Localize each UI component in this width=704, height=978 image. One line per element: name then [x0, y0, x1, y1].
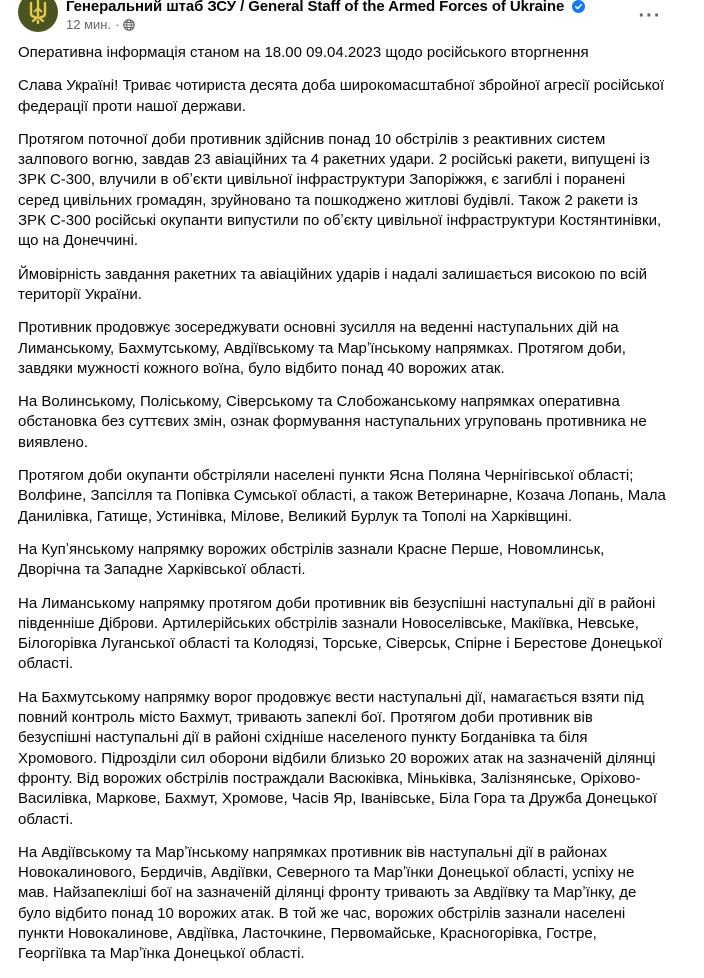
- post-body: [18, 43, 668, 978]
- post-timestamp[interactable]: 12 мин.: [66, 17, 112, 32]
- post-paragraph: На Бахмутському напрямку ворог продовжує вести наступальні дії, намагається взяти під повний контроль місто Бахмут, тривають запеклі бої. Протягом доби противник вів безуспішні наступальні дії в районі східніше населеного пункту Богданівка та біля Хромового. Підрозділи сил оборони відбили близько 20 ворожих атак на зазначеній ділянці фронту. Від ворожих обстрілів постраждали Васюківка, Міньківка, Залізнянське, Оріхово-Василівка, Маркове, Бахмут, Хромове, Часів Яр, Іванівське, Біла Гора та Дружба Донецької області.: [18, 688, 657, 828]
- post-paragraph: Ймовірність завдання ракетних та авіаційних ударів і надалі залишається високою по всій території України.: [18, 265, 648, 303]
- post-paragraph: Слава Україні! Триває чотириста десята доба широкомасштабної збройної агресії російської федерації проти нашої держави.: [18, 77, 665, 115]
- post-header: [0, 0, 704, 44]
- post-paragraph: Протягом поточної доби противник здійснив понад 10 обстрілів з реактивних систем залпового вогню, завдав 23 авіаційних та 4 ракетних удари. 2 російські ракети, випущені із ЗРК С-300, влучили в обʼєкти цивільної інфраструктури Запоріжжя, є загиблі і поранені серед цивільних громадян, зруйновано та пошкоджено житлові будівлі. Також 2 ракети із ЗРК С-300 російські окупанти випустили по обʼєкту цивільної інфраструктури Костянтинівки, що на Донеччині.: [18, 130, 662, 250]
- meta-separator: ·: [115, 17, 120, 32]
- verified-badge-icon: [572, 0, 585, 13]
- page-name-link[interactable]: [66, 0, 585, 15]
- trident-emblem-icon: [25, 0, 51, 25]
- page-name[interactable]: Генеральний штаб ЗСУ / General Staff of the Armed Forces of Ukraine: [66, 0, 565, 15]
- post-paragraph: Оперативна інформація станом на 18.00 09.04.2023 щодо російського вторгнення: [18, 44, 589, 61]
- post-paragraph: На Купʼянському напрямку ворожих обстрілів зазнали Красне Перше, Новомлинськ, Дворічна та Западне Харківської області.: [18, 540, 605, 579]
- more-options-button[interactable]: ···: [638, 4, 662, 27]
- post-paragraph: Протягом доби окупанти обстріляли населені пункти Ясна Поляна Чернігівської області; Волфине, Запсілля та Попівка Сумської області, а також Ветеринарне, Козача Лопань, Мала Данилівка, Гатище, Устинівка, Мілове, Великий Бурлук та Тополі на Харківщині.: [18, 467, 666, 525]
- page-avatar[interactable]: [18, 0, 58, 32]
- post-paragraph: На Лиманському напрямку протягом доби противник вів безуспішні наступальні дії в районі південніше Діброви. Артилерійських обстрілів зазнали Новоселівське, Макіївка, Невське, Білогорівка Луганської області та Колодязі, Торське, Сіверськ, Спірне і Берестове Донецької області.: [18, 594, 663, 673]
- post-paragraph: Противник продовжує зосереджувати основні зусилля на веденні наступальних дій на Лиманському, Бахмутському, Авдіївському та Марʼїнському напрямках. Протягом доби, завдяки мужності кожного воїна, було відбито понад 40 ворожих атак.: [18, 319, 626, 377]
- post-paragraph: На Авдіївському та Марʼїнському напрямках противник вів наступальні дії в районах Новокалинового, Бердичів, Авдіївки, Северного та Марʼїнки Донецької області, успіху не мав. Найзапекліші бої на зазначеній ділянці фронту тривають за Авдіївку та Марʼїнку, де було відбито понад 10 ворожих атак. В той же час, ворожих обстрілів зазнали населені пункти Новокалинове, Авдіївка, Ласточкине, Первомайське, Красногорівка, Гостре, Георгіївка та Марʼїнка Донецької області.: [18, 843, 637, 963]
- globe-icon: [123, 19, 135, 31]
- post-meta: [66, 17, 135, 32]
- post-paragraph: На Волинському, Поліському, Сіверському та Слобожанському напрямках оперативна обстановка без суттєвих змін, ознак формування наступальних угруповань противника не виявлено.: [18, 393, 647, 451]
